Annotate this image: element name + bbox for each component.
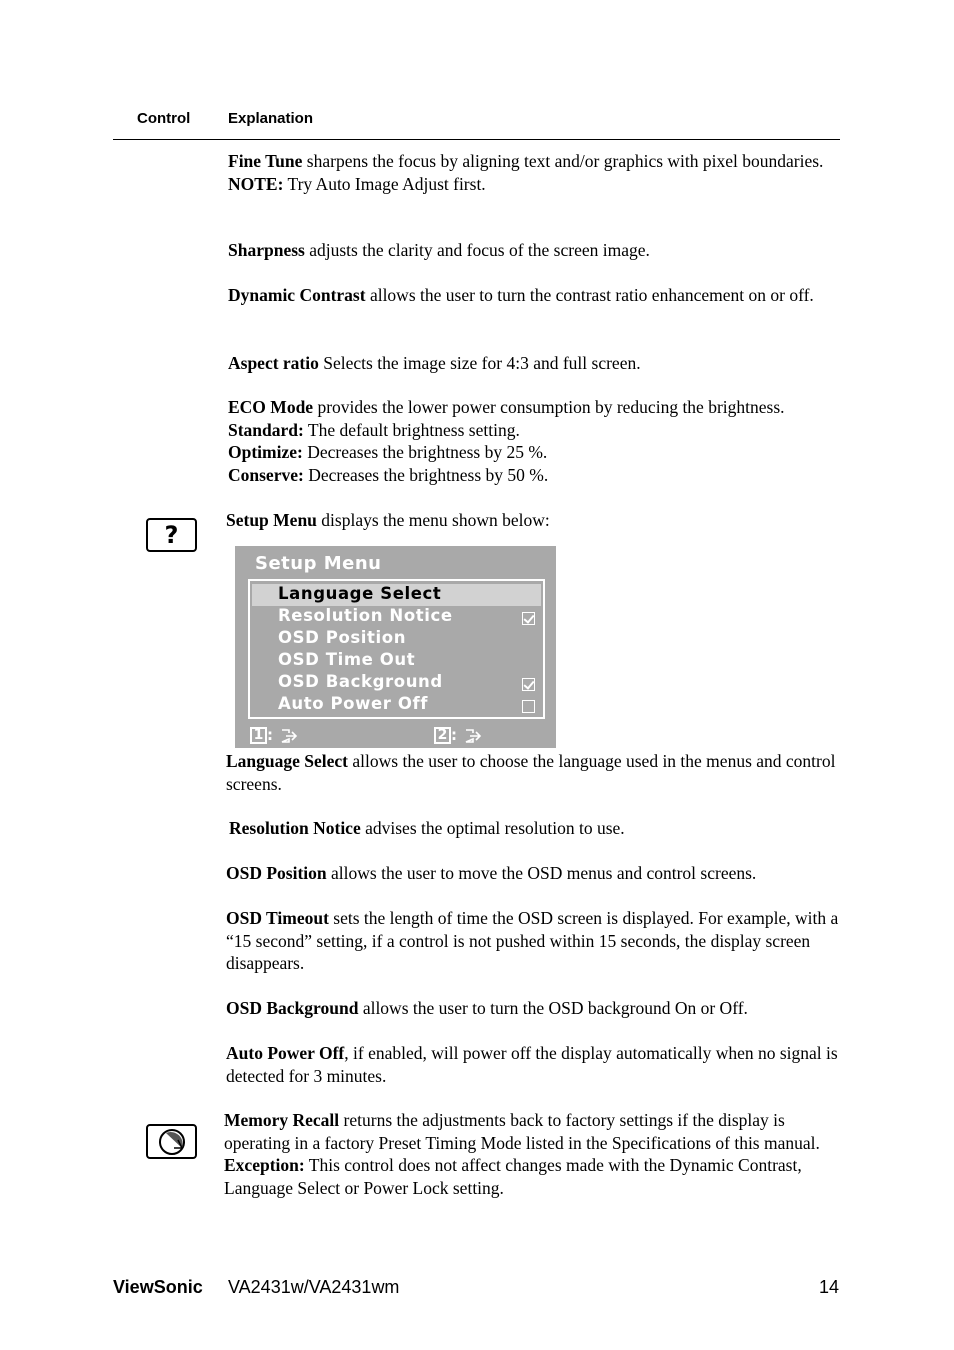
column-header-control: Control <box>137 110 191 127</box>
footer-model: VA2431w/VA2431wm <box>228 1277 400 1297</box>
osd-timeout-term: OSD Timeout <box>226 908 329 928</box>
eco-mode-paragraph <box>228 396 848 486</box>
button-1-separator: : <box>267 726 273 744</box>
exception-term: Exception: <box>224 1155 305 1176</box>
osd-timeout-paragraph <box>226 907 840 975</box>
aspect-ratio-text: Selects the image size for 4:3 and full screen. <box>318 353 641 373</box>
osd-item-auto-power-off[interactable]: Auto Power Off <box>278 694 429 713</box>
fine-tune-text: sharpens the focus by aligning text and/or graphics with pixel boundaries. <box>302 151 824 171</box>
fine-tune-paragraph <box>228 150 842 195</box>
memory-recall-glyph <box>148 1126 195 1157</box>
resolution-notice-paragraph <box>229 817 843 840</box>
osd-checkbox-osd-background[interactable] <box>522 678 535 691</box>
osd-item-resolution-notice[interactable]: Resolution Notice <box>278 606 453 625</box>
sharpness-term: Sharpness <box>228 240 305 260</box>
eco-standard-term: Standard: <box>228 419 304 440</box>
button-1-badge: 1 <box>250 727 267 744</box>
osd-setup-menu <box>235 546 556 748</box>
eco-conserve-term: Conserve: <box>228 464 304 485</box>
osd-position-text: allows the user to move the OSD menus and control screens. <box>326 863 757 883</box>
memory-recall-icon <box>146 1124 197 1159</box>
osd-item-osd-time-out[interactable]: OSD Time Out <box>278 650 416 669</box>
eco-mode-text: provides the lower power consumption by reducing the brightness. <box>313 397 785 417</box>
exception-text: This control does not affect changes made with the Dynamic Contrast, Language Select or Power Lock setting. <box>224 1155 802 1198</box>
language-select-paragraph <box>226 750 840 795</box>
osd-footer-button-1 <box>250 726 298 744</box>
note-term: NOTE: <box>228 173 284 194</box>
eco-mode-term: ECO Mode <box>228 397 314 417</box>
osd-position-paragraph <box>226 862 840 885</box>
note-text: Try Auto Image Adjust first. <box>283 173 486 194</box>
question-mark-icon <box>146 518 197 552</box>
osd-timeout-text: sets the length of time the OSD screen is displayed. For example, with a “15 second” setting, if a control is not pushed within 15 seconds, the display screen disappears. <box>226 908 839 974</box>
footer-page-number: 14 <box>819 1277 840 1297</box>
fine-tune-term: Fine Tune <box>228 151 303 171</box>
setup-menu-term: Setup Menu <box>226 510 317 530</box>
osd-checkbox-resolution-notice[interactable] <box>522 612 535 625</box>
question-mark-glyph: ? <box>164 521 179 549</box>
button-2-badge: 2 <box>434 727 451 744</box>
footer-brand: ViewSonic <box>113 1277 203 1297</box>
exit-arrow-icon <box>280 728 298 744</box>
osd-checkbox-auto-power-off[interactable] <box>522 700 535 713</box>
osd-menu-title: Setup Menu <box>255 553 382 574</box>
dynamic-contrast-text: allows the user to turn the contrast ratio enhancement on or off. <box>365 285 814 305</box>
auto-power-off-text: , if enabled, will power off the display automatically when no signal is detected for 3 minutes. <box>226 1043 838 1086</box>
dynamic-contrast-paragraph <box>228 284 842 307</box>
language-select-text: allows the user to choose the language used in the menus and control screens. <box>226 751 836 794</box>
sharpness-paragraph <box>228 239 842 262</box>
memory-recall-paragraph <box>224 1109 838 1199</box>
dynamic-contrast-term: Dynamic Contrast <box>228 285 366 305</box>
aspect-ratio-term: Aspect ratio <box>228 353 319 373</box>
osd-background-term: OSD Background <box>226 998 359 1018</box>
auto-power-off-term: Auto Power Off <box>226 1043 345 1063</box>
eco-optimize-term: Optimize: <box>228 442 303 463</box>
osd-item-osd-background[interactable]: OSD Background <box>278 672 443 691</box>
auto-power-off-paragraph <box>226 1042 840 1087</box>
osd-background-paragraph <box>226 997 840 1020</box>
header-divider <box>113 139 840 140</box>
resolution-notice-text: advises the optimal resolution to use. <box>360 818 625 838</box>
eco-standard-text: The default brightness setting. <box>303 419 520 440</box>
aspect-ratio-paragraph <box>228 352 842 375</box>
button-2-separator: : <box>451 726 457 744</box>
osd-item-osd-position[interactable]: OSD Position <box>278 628 407 647</box>
language-select-term: Language Select <box>226 751 349 771</box>
osd-item-language-select[interactable]: Language Select <box>278 584 442 603</box>
sharpness-text: adjusts the clarity and focus of the screen image. <box>304 240 650 260</box>
eco-conserve-text: Decreases the brightness by 50 %. <box>303 464 549 485</box>
memory-recall-text: returns the adjustments back to factory settings if the display is operating in a factory Preset Timing Mode listed in the Specifications of this manual. <box>224 1110 820 1153</box>
enter-arrow-icon <box>464 728 482 744</box>
osd-menu-frame <box>248 579 545 719</box>
osd-footer-button-2 <box>434 726 482 744</box>
setup-menu-text: displays the menu shown below: <box>316 510 550 530</box>
osd-position-term: OSD Position <box>226 863 327 883</box>
setup-menu-paragraph <box>226 509 840 532</box>
osd-background-text: allows the user to turn the OSD background On or Off. <box>358 998 748 1018</box>
column-header-explanation: Explanation <box>228 110 314 127</box>
memory-recall-term: Memory Recall <box>224 1110 340 1130</box>
eco-optimize-text: Decreases the brightness by 25 %. <box>302 442 548 463</box>
resolution-notice-term: Resolution Notice <box>229 818 361 838</box>
